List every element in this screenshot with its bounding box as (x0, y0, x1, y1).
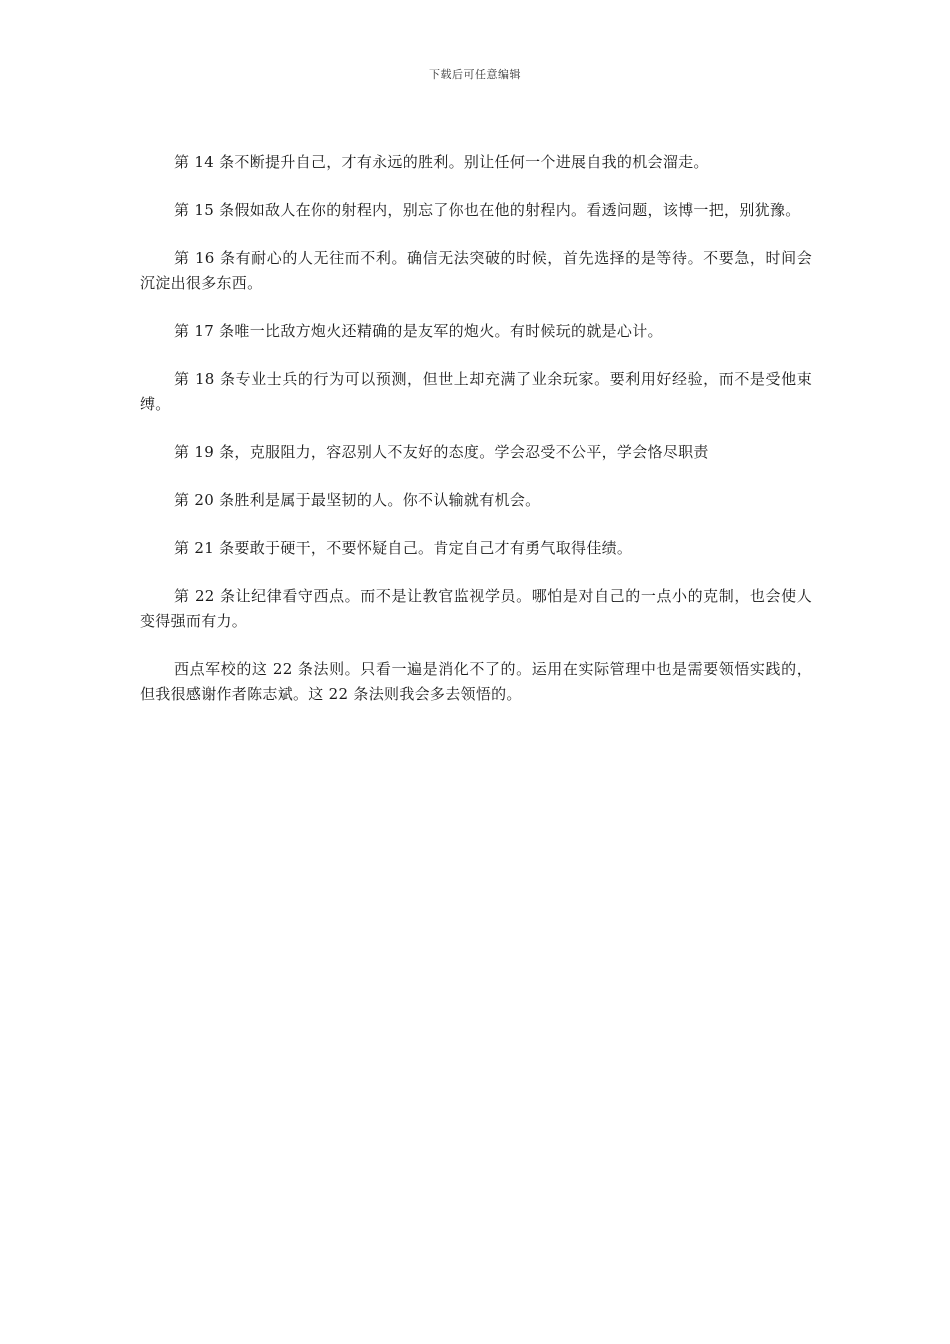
rule-17-paragraph: 第 17 条唯一比敌方炮火还精确的是友军的炮火。有时候玩的就是心计。 (174, 322, 663, 340)
rule-16-paragraph: 第 16 条有耐心的人无往而不利。确信无法突破的时候，首先选择的是等待。不要急，时间会沉淀出很多东西。 (140, 249, 812, 292)
rule-20-paragraph: 第 20 条胜利是属于最坚韧的人。你不认输就有机会。 (174, 491, 541, 509)
rule-14-paragraph: 第 14 条不断提升自己，才有永远的胜利。别让任何一个进展自我的机会溜走。 (174, 153, 709, 171)
document-body (140, 150, 812, 730)
conclusion-paragraph: 西点军校的这 22 条法则。只看一遍是消化不了的。运用在实际管理中也是需要领悟实践的，但我很感谢作者陈志斌。这 22 条法则我会多去领悟的。 (140, 660, 812, 703)
rule-21-paragraph: 第 21 条要敢于硬干，不要怀疑自己。肯定自己才有勇气取得佳绩。 (174, 539, 633, 557)
page-header: 下载后可任意编辑 (429, 68, 521, 81)
rule-19-paragraph: 第 19 条，克服阻力，容忍别人不友好的态度。学会忍受不公平，学会恪尽职责 (174, 443, 709, 461)
rule-15-paragraph: 第 15 条假如敌人在你的射程内，别忘了你也在他的射程内。看透问题，该博一把，别犹豫。 (174, 201, 801, 219)
rule-18-paragraph: 第 18 条专业士兵的行为可以预测，但世上却充满了业余玩家。要利用好经验，而不是受他束缚。 (140, 370, 812, 413)
rule-22-paragraph: 第 22 条让纪律看守西点。而不是让教官监视学员。哪怕是对自己的一点小的克制，也会使人变得强而有力。 (140, 587, 812, 630)
